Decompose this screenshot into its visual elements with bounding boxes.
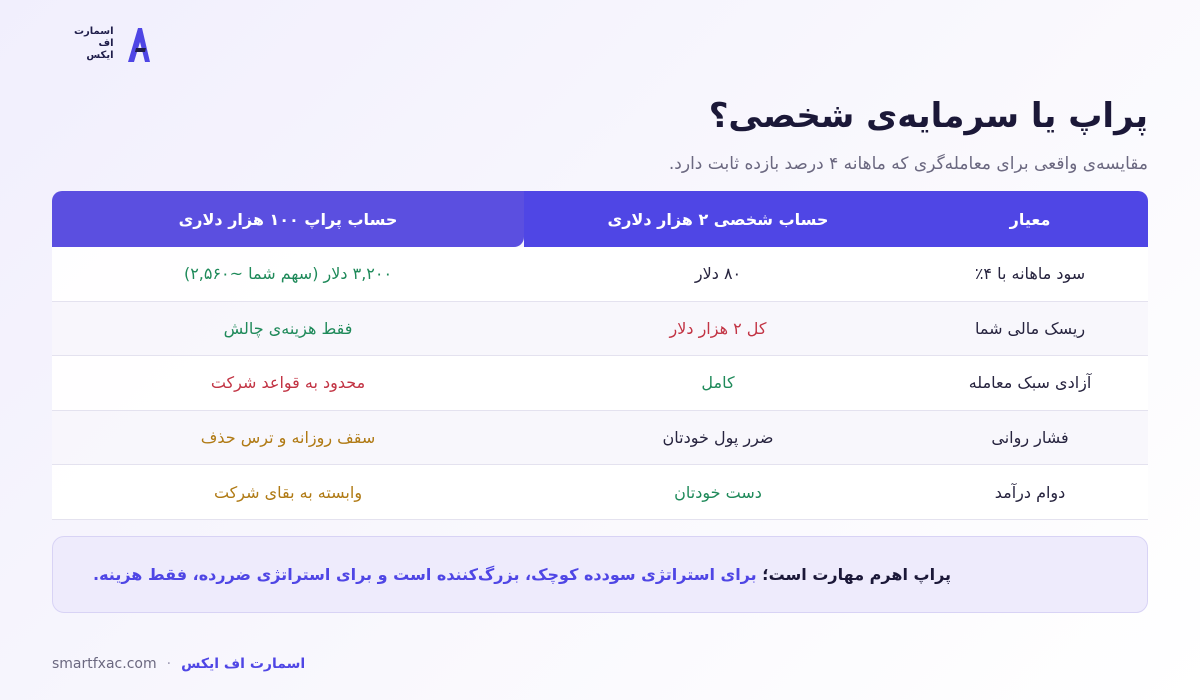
cell-prop: فقط هزینه‌ی چالش	[223, 318, 353, 338]
cell-criterion: ریسک مالی شما	[974, 318, 1086, 338]
footer-brand: اسمارت اف ایکس	[181, 656, 306, 672]
logo-mark-icon	[124, 22, 154, 66]
header-personal-account: حساب شخصی ۲ هزار دلاری	[524, 191, 912, 247]
cell-criterion: فشار روانی	[991, 428, 1069, 448]
logo-line-3: ایکس	[86, 50, 114, 61]
logo-line-1: اسمارت	[74, 26, 114, 37]
cell-prop: سقف روزانه و ترس حذف	[200, 428, 376, 448]
logo-line-2: اف	[98, 38, 114, 49]
cell-prop: وابسته به بقای شرکت	[213, 482, 363, 502]
cell-criterion: آزادی سبک معامله	[968, 373, 1092, 393]
header-prop-account: حساب پراپ ۱۰۰ هزار دلاری	[52, 191, 524, 247]
cell-personal: کامل	[701, 373, 735, 393]
footer	[52, 656, 305, 672]
cell-personal: کل ۲ هزار دلار	[669, 318, 767, 338]
table-row	[52, 302, 1148, 357]
cell-personal: دست خودتان	[674, 482, 762, 502]
footer-separator: ·	[166, 656, 172, 672]
note-accent: برای استراتژی سودده کوچک، بزرگ‌کننده است و برای استراتژی ضررده، فقط هزینه.	[93, 565, 757, 584]
footer-site: smartfxac.com	[52, 656, 157, 672]
table-row	[52, 356, 1148, 411]
cell-criterion: سود ماهانه با ۴٪	[974, 264, 1086, 284]
brand-logo	[74, 22, 154, 66]
conclusion-note	[52, 536, 1148, 613]
table-row	[52, 247, 1148, 302]
page-title: پراپ یا سرمایه‌ی شخصی؟	[708, 96, 1148, 136]
table-header	[52, 191, 1148, 247]
table-body	[52, 247, 1148, 520]
cell-prop: ۳,۲۰۰ دلار (سهم شما ~۲,۵۶۰)	[183, 264, 393, 284]
table-row	[52, 411, 1148, 466]
cell-criterion: دوام درآمد	[994, 482, 1066, 502]
header-criterion: معیار	[912, 191, 1148, 247]
cell-personal: ضرر پول خودتان	[662, 428, 774, 448]
comparison-table	[52, 191, 1148, 520]
note-lead: پراپ اهرم مهارت است؛	[762, 565, 952, 584]
logo-text	[74, 26, 114, 62]
cell-prop: محدود به قواعد شرکت	[210, 373, 366, 393]
cell-personal: ۸۰ دلار	[694, 264, 742, 284]
table-row	[52, 465, 1148, 520]
page-subtitle: مقایسه‌ی واقعی برای معامله‌گری که ماهانه ۴ درصد بازده ثابت دارد.	[668, 154, 1148, 174]
